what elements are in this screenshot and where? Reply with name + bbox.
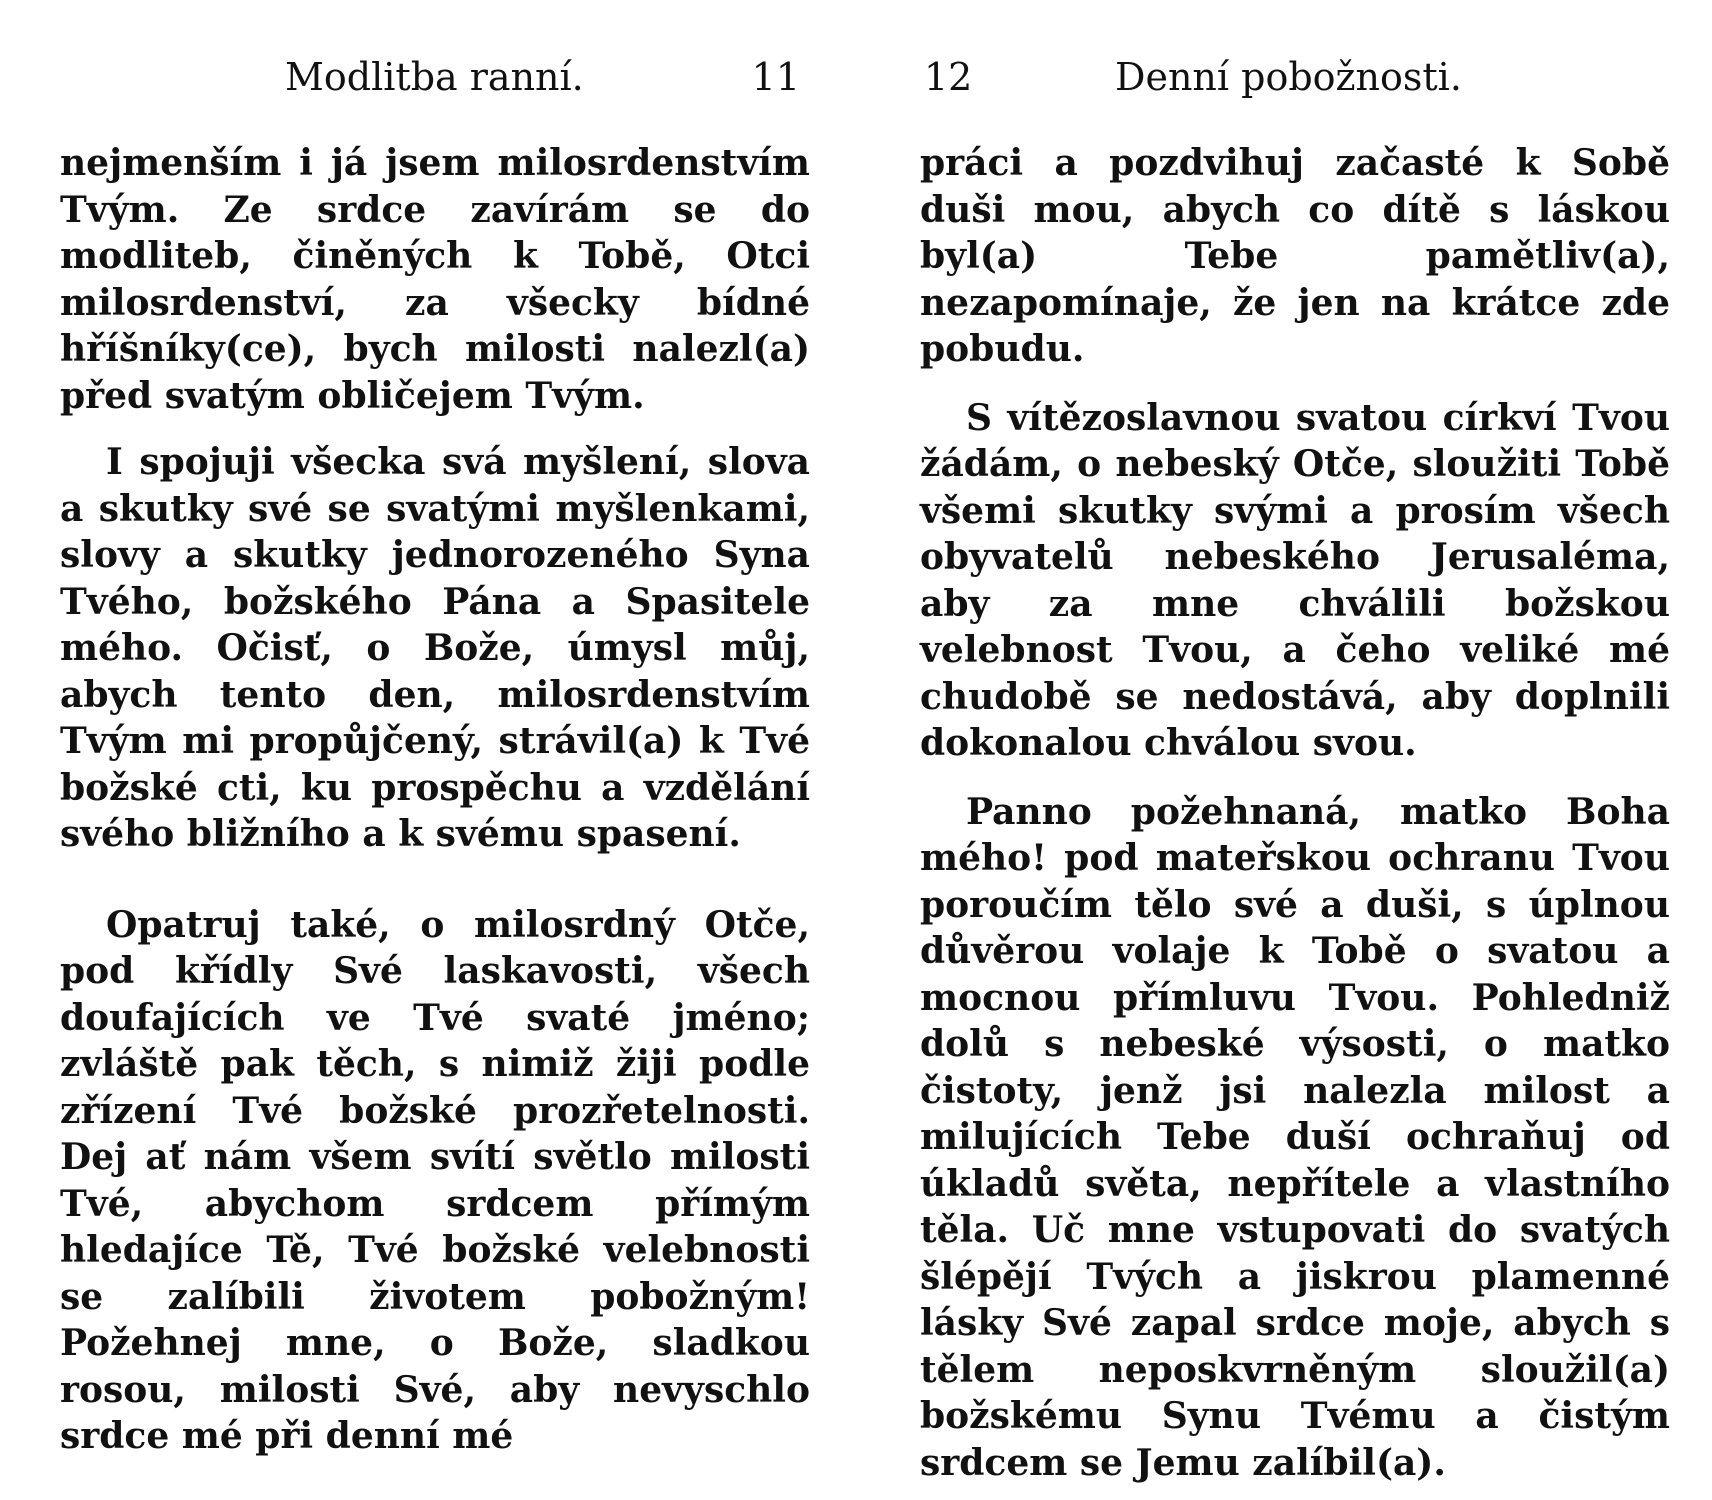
right-body-text	[920, 140, 1670, 1486]
left-paragraph-1: nejmenším i já jsem milosrdenstvím Tvým. Ze srdce zavírám se do modliteb, činěných k Tobě, Otci milosrdenství, za všecky bídné hříšníky(ce), bych milosti nalezl(a) před svatým obličejem Tvým.	[60, 142, 810, 417]
left-paragraph-2: I spojuji všecka svá myšlení, slova a skutky své se svatými myšlenkami, slovy a skutky jednorozeného Syna Tvého, božského Pána a Spasitele mého. Očisť, o Bože, úmysl můj, abych tento den, milosrdenstvím Tvým mi propůjčený, strávil(a) k Tvé božské cti, ku prospěchu a vzdělání svého bližního a k svému spasení.	[60, 441, 810, 855]
right-paragraph-2: S vítězoslavnou svatou církví Tvou žádám, o nebeský Otče, sloužiti Tobě všemi skutky svými a prosím všech obyvatelů nebeského Jerusaléma, aby za mne chválili božskou velebnost Tvou, a čeho veliké mé chudobě se nedostává, aby doplnili dokonalou chválou svou.	[920, 396, 1670, 764]
left-running-title: Modlitba ranní.	[285, 55, 584, 99]
right-running-title: Denní pobožnosti.	[1115, 55, 1462, 99]
left-body-text	[60, 140, 810, 1460]
right-paragraph-1: práci a pozdvihuj začasté k Sobě duši mou, abych co dítě s láskou byl(a) Tebe pamětliv(a), nezapomínaje, že jen na krátce zde pobudu.	[920, 142, 1670, 370]
left-page-number: 11	[751, 55, 800, 99]
right-paragraph-3: Panno požehnaná, matko Boha mého! pod mateřskou ochranu Tvou poroučím tělo své a duši, s úplnou důvěrou volaje k Tobě o svatou a mocnou přímluvu Tvou. Pohledniž dolů s nebeské výsosti, o matko čistoty, jenž jsi nalezla milost a milujících Tebe duší ochraňuj od úkladů světa, nepřítele a vlastního těla. Uč mne vstupovati do svatých šlépějí Tvých a jiskrou plamenné lásky Své zapal srdce moje, abych s tělem neposkvrněným sloužil(a) božskému Synu Tvému a čistým srdcem se Jemu zalíbil(a).	[920, 790, 1670, 1484]
left-running-head	[60, 52, 810, 102]
right-page-number: 12	[924, 55, 973, 99]
left-page	[60, 0, 810, 1500]
right-running-head	[920, 52, 1670, 102]
left-paragraph-3: Opatruj také, o milosrdný Otče, pod křídly Své laskavosti, všech doufajících ve Tvé svaté jméno; zvláště pak těch, s nimiž žiji podle zřízení Tvé božské prozřetelnosti. Dej ať nám všem svítí světlo milosti Tvé, abychom srdcem přímým hledajíce Tě, Tvé božské velebnosti se zalíbili životem pobožným! Požehnej mne, o Bože, sladkou rosou, milosti Své, aby nevyschlo srdce mé při denní mé	[60, 903, 810, 1457]
right-page	[920, 0, 1670, 1500]
